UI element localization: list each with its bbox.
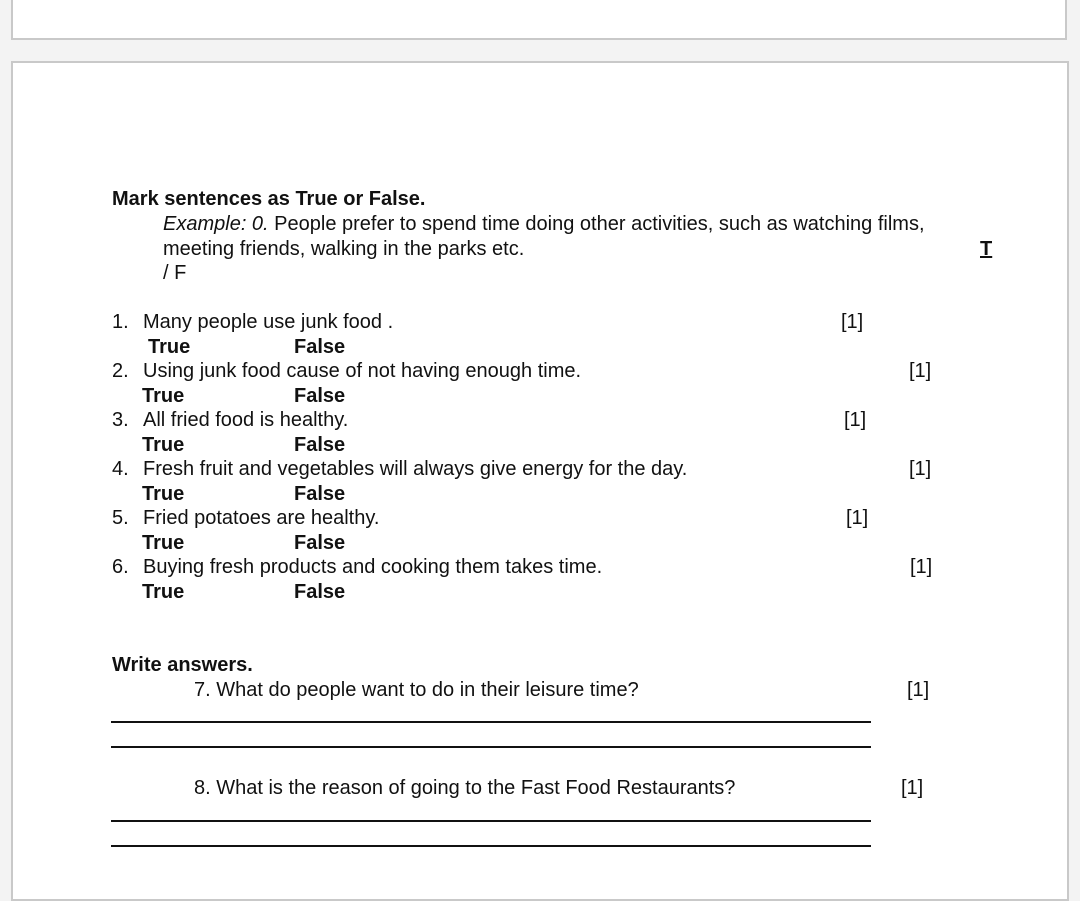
- question-2-true-option[interactable]: True: [142, 385, 185, 407]
- section-heading-true-false: Mark sentences as True or False.: [112, 188, 426, 210]
- question-3-text: All fried food is healthy.: [143, 409, 349, 431]
- question-1-mark: [1]: [841, 311, 864, 333]
- example-text-1: People prefer to spend time doing other activities, such as watching films,: [274, 213, 925, 235]
- question-7-answer-line-1[interactable]: [111, 721, 871, 723]
- question-2-number: 2.: [112, 360, 129, 382]
- question-3-true-option[interactable]: True: [142, 434, 185, 456]
- question-1-false-option[interactable]: False: [294, 336, 346, 358]
- section-heading-write-answers: Write answers.: [112, 654, 253, 676]
- example-answer-selected: T: [980, 238, 993, 260]
- question-5-false-option[interactable]: False: [294, 532, 346, 554]
- question-7-answer-line-2[interactable]: [111, 746, 871, 748]
- question-4-true-option[interactable]: True: [142, 483, 185, 505]
- example-line-1: [163, 212, 925, 236]
- question-4-mark: [1]: [909, 458, 932, 480]
- question-4-false-option[interactable]: False: [294, 483, 346, 505]
- example-answer-rest: / F: [163, 262, 187, 284]
- question-6-number: 6.: [112, 556, 129, 578]
- question-3-number: 3.: [112, 409, 129, 431]
- question-6-false-option[interactable]: False: [294, 581, 346, 603]
- question-8-mark: [1]: [901, 777, 924, 799]
- question-7-mark: [1]: [907, 679, 930, 701]
- question-2-mark: [1]: [909, 360, 932, 382]
- question-4-text: Fresh fruit and vegetables will always give energy for the day.: [143, 458, 688, 480]
- question-4-number: 4.: [112, 458, 129, 480]
- example-text-2: meeting friends, walking in the parks etc.: [163, 238, 525, 260]
- question-6-mark: [1]: [910, 556, 933, 578]
- question-1-true-option[interactable]: True: [148, 336, 191, 358]
- question-8-answer-line-2[interactable]: [111, 845, 871, 847]
- question-8-answer-line-1[interactable]: [111, 820, 871, 822]
- example-label: Example: 0.: [163, 213, 269, 235]
- question-5-text: Fried potatoes are healthy.: [143, 507, 380, 529]
- question-2-text: Using junk food cause of not having enough time.: [143, 360, 582, 382]
- question-2-false-option[interactable]: False: [294, 385, 346, 407]
- previous-page-sheet: [11, 0, 1067, 40]
- question-3-false-option[interactable]: False: [294, 434, 346, 456]
- question-3-mark: [1]: [844, 409, 867, 431]
- question-6-true-option[interactable]: True: [142, 581, 185, 603]
- question-1-text: Many people use junk food .: [143, 311, 394, 333]
- question-6-text: Buying fresh products and cooking them takes time.: [143, 556, 603, 578]
- question-5-number: 5.: [112, 507, 129, 529]
- question-5-mark: [1]: [846, 507, 869, 529]
- question-7-text: 7. What do people want to do in their leisure time?: [194, 679, 639, 701]
- question-5-true-option[interactable]: True: [142, 532, 185, 554]
- question-8-text: 8. What is the reason of going to the Fast Food Restaurants?: [194, 777, 736, 799]
- question-1-number: 1.: [112, 311, 129, 333]
